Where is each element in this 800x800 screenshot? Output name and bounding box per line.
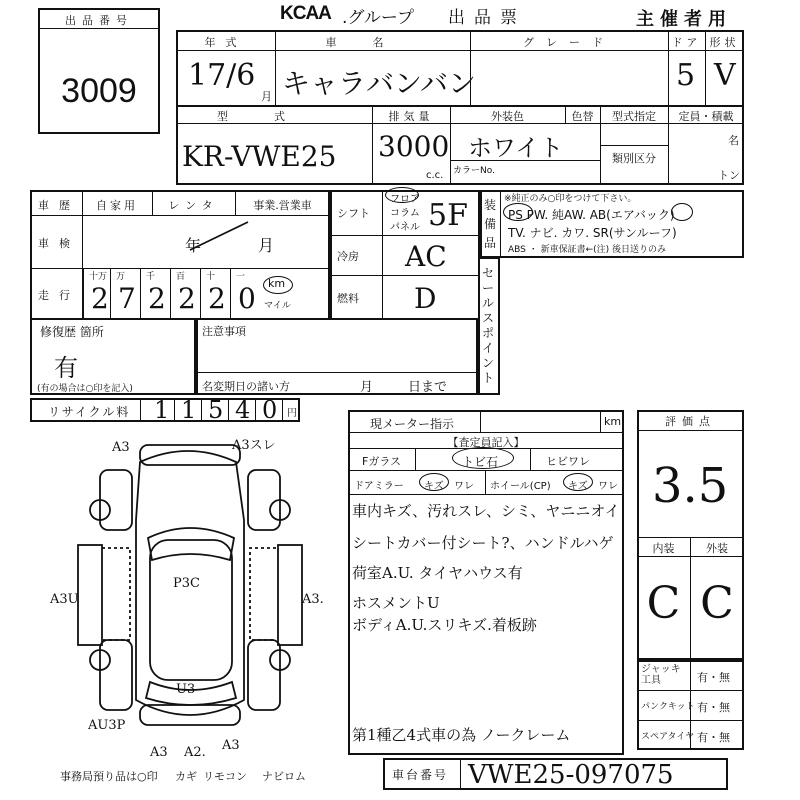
interior-value: C <box>646 578 681 629</box>
doors-label: ドア <box>671 36 702 49</box>
spare-yes-no: 有・無 <box>697 731 730 744</box>
ac-label: 冷房 <box>337 250 359 263</box>
shift-panel: パネル <box>390 222 420 233</box>
exterior-color-label: 外装色 <box>491 110 524 123</box>
fuel-label: 燃料 <box>337 292 359 305</box>
damage-mark: A3スレ <box>232 438 276 453</box>
damage-mark: A2. <box>184 745 206 760</box>
color-value: ホワイト <box>468 134 564 162</box>
cc-unit: c.c. <box>426 170 444 181</box>
group-label: .グループ <box>342 8 415 28</box>
km-option: km <box>268 277 286 290</box>
classification-label: 類別区分 <box>612 152 656 165</box>
inspection-note-5: ボディA.U.スリキズ.着板跡 <box>352 616 537 634</box>
damage-mark: A3U <box>50 592 79 607</box>
chassis-label: 車台番号 <box>392 768 449 782</box>
mileage-unit-label: 千 <box>146 272 156 282</box>
jack-label: ジャッキ工具 <box>641 664 681 686</box>
inspection-note-2: シートカバー付シート?、ハンドルハゲ <box>352 534 614 552</box>
car-name-label: 車名 <box>325 36 420 49</box>
recycle-digit: 1 <box>181 396 197 424</box>
body-type-label: 形状 <box>709 36 740 49</box>
interior-label: 内装 <box>652 542 675 555</box>
damage-mark: AU3P <box>88 718 126 733</box>
car-diagram <box>0 0 1 1</box>
door-mirror-label: ドアミラー <box>354 481 404 492</box>
door-mirror-kizu-circle <box>419 473 449 491</box>
equipment-line-2: TV. ナビ. カワ. SR(サンルーフ) <box>508 226 677 240</box>
spare-label: スペアタイヤ <box>641 732 695 742</box>
equipment-line-3: ABS ・ 新車保証書←(注) 後日送りのみ <box>508 245 667 255</box>
wheel-kizu: キズ <box>568 481 588 492</box>
mileage-label: 走行 <box>38 289 80 302</box>
inspection-note-4: ホスメントU <box>352 594 440 612</box>
glass-label: Fガラス <box>362 455 401 468</box>
recycle-digit: 4 <box>235 396 251 424</box>
mileage-unit-label: 百 <box>176 272 186 282</box>
mileage-unit-label: 十 <box>206 272 216 282</box>
sales-point-label: セールスポイント <box>482 266 495 385</box>
damage-mark: U3 <box>176 682 196 697</box>
persons-unit: 名 <box>728 134 739 147</box>
shift-column: コラム <box>390 208 420 219</box>
ab-circle <box>671 203 693 221</box>
key-item: カギ <box>175 770 197 783</box>
mile-option: マイル <box>264 301 291 311</box>
organizer-label: 主催者用 <box>636 9 732 30</box>
model-designation-label: 型式指定 <box>612 110 656 123</box>
mileage-digit: 2 <box>148 282 166 315</box>
body-type-value: V <box>714 58 736 93</box>
color-change-label: 色替 <box>571 110 594 123</box>
lot-number-label: 出品番号 <box>65 14 133 27</box>
shift-floor-circle <box>385 187 419 203</box>
shift-label: シフト <box>337 207 370 220</box>
tobi-ishi-circle <box>452 447 514 469</box>
inspection-note-1: 車内キズ、汚れスレ、シミ、ヤニニオイ <box>352 502 620 520</box>
score-label: 評価点 <box>665 415 716 428</box>
fuel-value: D <box>414 282 437 315</box>
year-month-suffix: 月 <box>261 90 272 103</box>
inspection-note-3: 荷室A.U. タイヤハウス有 <box>352 564 523 582</box>
navi-item: ナビロム <box>262 770 306 783</box>
wheel-kizu-circle <box>563 473 593 491</box>
ps-circle <box>503 203 533 221</box>
shift-floor: フロア <box>390 194 420 205</box>
kcaa-logo: KCAA <box>280 3 331 24</box>
mileage-digit: 2 <box>208 282 226 315</box>
meter-label: 現メーター指示 <box>370 417 455 431</box>
door-mirror-kizu: キズ <box>424 481 444 492</box>
mileage-unit-label: 万 <box>116 272 126 282</box>
repair-value: 有 <box>54 354 78 382</box>
score-value: 3.5 <box>652 458 729 514</box>
damage-mark: A3. <box>302 592 324 607</box>
sheet-title: 出品票 <box>448 8 526 28</box>
name-change-day: 日まで <box>408 380 448 395</box>
recycle-digit: 5 <box>208 396 224 424</box>
puncture-label: パンクキット <box>641 702 695 712</box>
history-business: 事業.営業車 <box>253 199 312 212</box>
equipment-note: ※純正のみ○印をつけて下さい。 <box>504 194 637 204</box>
inspection-year: 年 <box>185 236 202 255</box>
repair-note: (有の場合は○印を記入) <box>37 384 133 394</box>
doors-value: 5 <box>676 58 696 93</box>
jack-yes-no: 有・無 <box>697 671 730 684</box>
exterior-label: 外装 <box>706 542 728 555</box>
mileage-digit: 7 <box>118 282 136 315</box>
door-mirror-ware: ワレ <box>454 481 474 492</box>
mileage-unit-label: 一 <box>236 272 246 282</box>
displacement-value: 3000 <box>378 130 450 163</box>
shift-value: 5F <box>428 198 468 233</box>
mileage-digit: 2 <box>91 282 109 315</box>
repair-label: 修復歴 箇所 <box>40 325 104 339</box>
model-label: 型式 <box>217 110 331 123</box>
recycle-unit: 円 <box>287 408 297 419</box>
car-name-value: キャラバンバン <box>282 67 477 100</box>
tons-unit: トン <box>718 169 740 182</box>
meter-unit: km <box>604 415 622 428</box>
damage-mark: P3C <box>173 576 200 591</box>
equipment-label: 装備品 <box>484 198 497 250</box>
recycle-label: リサイクル料 <box>48 405 131 419</box>
grade-label: グレード <box>523 36 615 49</box>
wheel-ware: ワレ <box>598 481 618 492</box>
caution-label: 注意事項 <box>202 325 246 338</box>
equipment-line-1: PS PW. 純AW. AB(エアバック) <box>508 208 675 222</box>
exterior-value: C <box>700 578 734 629</box>
recycle-digit: 0 <box>262 396 278 424</box>
inspector-header: 【査定員記入】 <box>447 436 525 449</box>
hibi-ware: ヒビワレ <box>546 455 590 468</box>
mileage-digit: 0 <box>238 282 256 315</box>
color-no-label: カラーNo. <box>453 166 495 176</box>
mileage-unit-label: 十万 <box>89 272 108 282</box>
model-value: KR-VWE25 <box>182 140 337 173</box>
chassis-value: VWE25-097075 <box>468 760 674 790</box>
puncture-yes-no: 有・無 <box>697 701 730 714</box>
displacement-label: 排気量 <box>388 110 434 123</box>
name-change-label: 名変期日の諸い方 <box>202 380 290 393</box>
remote-item: リモコン <box>203 770 247 783</box>
history-label: 車歴 <box>38 199 80 212</box>
mileage-digit: 2 <box>178 282 196 315</box>
damage-mark: A3 <box>150 745 168 760</box>
year-label: 年式 <box>204 36 247 49</box>
office-note: 事務局預り品は○印 <box>60 770 158 783</box>
inspection-label: 車検 <box>38 237 80 250</box>
claim-note: 第1種乙4式車の為 ノークレーム <box>352 726 571 744</box>
damage-mark: A3 <box>112 440 130 455</box>
wheel-label: ホイール(CP) <box>490 481 551 492</box>
year-value: 17/6 <box>188 58 256 93</box>
ac-value: AC <box>405 240 447 273</box>
inspection-month: 月 <box>258 236 275 255</box>
history-rental: レンタ <box>168 199 219 212</box>
capacity-label: 定員・積載 <box>678 110 734 123</box>
history-private: 自家用 <box>96 199 138 212</box>
recycle-digit: 1 <box>154 396 170 424</box>
lot-number-value: 3009 <box>61 72 137 110</box>
name-change-month: 月 <box>360 380 374 395</box>
damage-mark: A3 <box>222 738 240 753</box>
tobi-ishi: トビ石 <box>462 455 499 469</box>
